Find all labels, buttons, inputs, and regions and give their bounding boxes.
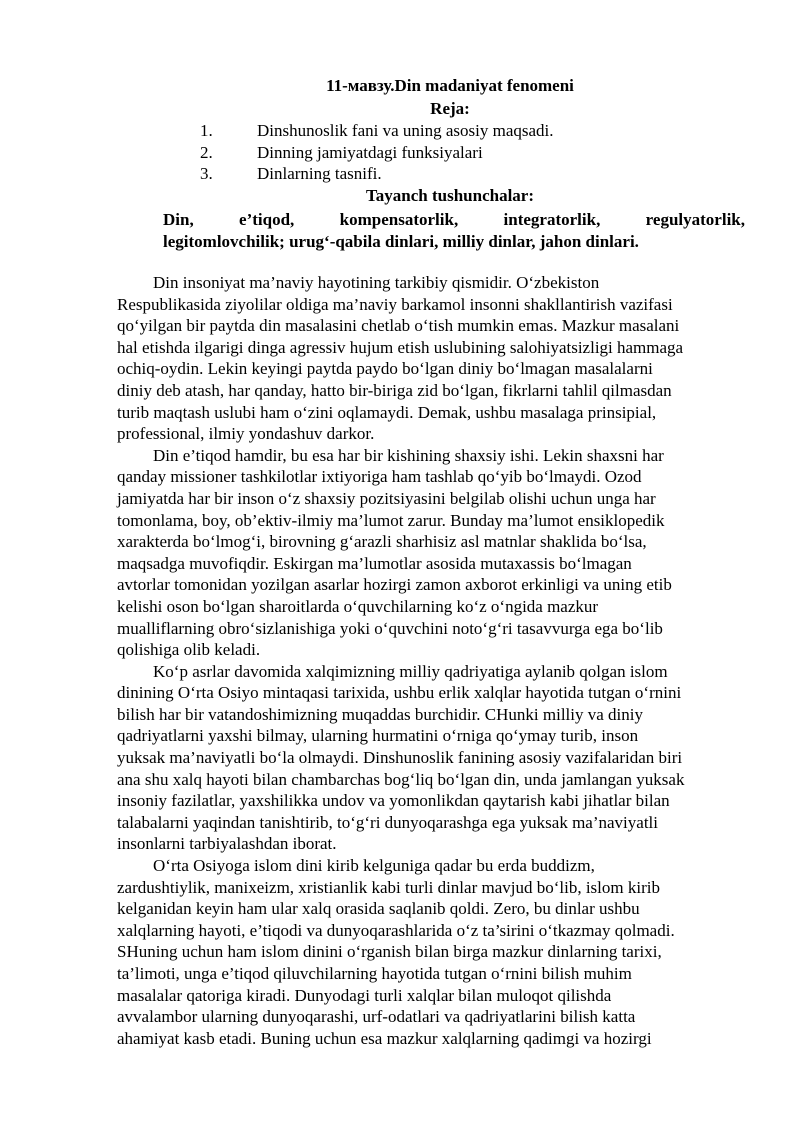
body-line: Respublikasida ziyolilar oldiga ma’naviy barkamol insonni shakllantirish vazifasi bbox=[117, 294, 673, 314]
body-line: hal etishda ilgarigi dinga agressiv hujum etish uslubining salohiyatsizligi hammaga bbox=[117, 337, 684, 357]
body-line: xarakterda bo‘lmog‘i, birovning g‘arazli sharhisiz asl matnlar shaklida bo‘lsa, bbox=[117, 532, 647, 552]
body-line: bilish har bir vatandoshimizning muqaddas burchidir. CHunki milliy va diniy bbox=[117, 704, 643, 724]
body-line: talabalarni yaqindan tanishtirib, to‘g‘ri dunyoqarashga ega yuksak ma’naviyatli bbox=[117, 812, 658, 832]
body-line: kelishi oson bo‘lgan sharoitlarda o‘quvchilarning ko‘z o‘ngida mazkur bbox=[117, 596, 599, 616]
body-line: mualliflarning obro‘sizlanishiga yoki o‘quvchini noto‘g‘ri tasavvurga ega bo‘lib bbox=[117, 618, 663, 638]
body-line: kelganidan keyin ham ular xalq orasida saqlanib qoldi. Zero, bu dinlar ushbu bbox=[117, 899, 640, 919]
body-line: avvalambor ularning dunyoqarashi, urf-odatlari va qadriyatlarini bilish katta bbox=[117, 1007, 636, 1027]
body-line: ahamiyat kasb etadi. Buning uchun esa mazkur xalqlarning qadimgi va hozirgi bbox=[117, 1028, 652, 1048]
body-line: dinining O‘rta Osiyo mintaqasi tarixida, ushbu erlik xalqlar hayotida tutgan o‘rnini bbox=[117, 683, 682, 703]
plan-item-number: 3. bbox=[200, 164, 213, 183]
document-title: 11-мавзу.Din madaniyat fenomeni bbox=[326, 76, 574, 95]
concepts-line: Din, e’tiqod, kompensatorlik, integratorlik, regulyatorlik, bbox=[163, 210, 745, 229]
body-line: qanday missioner tashkilotlar ixtiyoriga ham tashlab qo‘yib bo‘lmaydi. Ozod bbox=[117, 467, 642, 487]
body-line: SHuning uchun ham islom dinini o‘rganish bilan birga mazkur dinlarning tarixi, bbox=[117, 942, 662, 962]
body-line: qolishiga olib keladi. bbox=[117, 640, 261, 660]
body-line: insonlarni tarbiyalashdan iborat. bbox=[117, 834, 337, 854]
body-line: professional, ilmiy yondashuv darkor. bbox=[117, 424, 375, 444]
plan-item-number: 2. bbox=[200, 142, 213, 162]
concepts-line: legitomlovchilik; urug‘-qabila dinlari, milliy dinlar, jahon dinlari. bbox=[163, 232, 639, 251]
plan-item-text: Dinning jamiyatdagi funksiyalari bbox=[257, 142, 483, 162]
body-line: maqsadga muvofiqdir. Eskirgan ma’lumotlar asosida mutaxassis bo‘lmagan bbox=[117, 553, 632, 573]
body-line: turib maqtash uslubi ham o‘zini oqlamaydi. Demak, ushbu masalaga prinsipial, bbox=[117, 402, 657, 422]
body-line: O‘rta Osiyoga islom dini kirib kelguniga qadar bu erda buddizm, bbox=[153, 856, 595, 876]
body-line: masalalar qatoriga kiradi. Dunyodagi turli xalqlar bilan muloqot qilishda bbox=[117, 985, 612, 1005]
body-line: ana shu xalq hayoti bilan chambarchas bog‘liq bo‘lgan din, unda jamlangan yuksak bbox=[117, 769, 685, 789]
body-line: qadriyatlarni yaxshi bilmay, ularning hurmatini o‘rniga qo‘ymay turib, inson bbox=[117, 726, 639, 746]
body-line: qo‘yilgan bir paytda din masalasini chetlab o‘tish mumkin emas. Mazkur masalani bbox=[117, 316, 680, 336]
body-line: Din e’tiqod hamdir, bu esa har bir kishining shaxsiy ishi. Lekin shaxsni har bbox=[153, 445, 664, 465]
body-line: ochiq-oydin. Lekin keyingi paytda paydo bo‘lgan diniy bo‘lmagan masalalarni bbox=[117, 359, 653, 379]
body-line: zardushtiylik, manixeizm, xristianlik kabi turli dinlar mavjud bo‘lib, islom kirib bbox=[117, 877, 660, 897]
plan-item-text: Dinlarning tasnifi. bbox=[257, 164, 382, 183]
plan-heading: Reja: bbox=[430, 99, 470, 118]
body-line: Ko‘p asrlar davomida xalqimizning milliy qadriyatiga aylanib qolgan islom bbox=[153, 661, 668, 681]
body-line: diniy deb atash, har qanday, hatto bir-biriga zid bo‘lgan, fikrlarni tahlil qilmasdan bbox=[117, 380, 672, 400]
body-line: yuksak ma’naviyatli bo‘la olmaydi. Dinshunoslik fanining asosiy vazifalaridan biri bbox=[117, 748, 683, 768]
plan-item-text: Dinshunoslik fani va uning asosiy maqsadi. bbox=[257, 121, 554, 140]
plan-item-number: 1. bbox=[200, 121, 213, 140]
body-line: ta’limoti, unga e’tiqod qiluvchilarning hayotida tutgan o‘rnini bilish muhim bbox=[117, 964, 632, 983]
concepts-heading: Tayanch tushunchalar: bbox=[365, 186, 534, 205]
body-line: tomonlama, boy, ob’ektiv-ilmiy ma’lumot zarur. Bunday ma’lumot ensiklopedik bbox=[117, 510, 665, 530]
body-text bbox=[117, 272, 747, 1049]
body-line: Din insoniyat ma’naviy hayotining tarkibiy qismidir. O‘zbekiston bbox=[153, 273, 600, 292]
body-line: xalqlarning hayoti, e’tiqodi va dunyoqarashlarida o‘z ta’sirini o‘tkazmay qolmadi. bbox=[117, 920, 675, 940]
body-line: avtorlar tomonidan yozilgan asarlar hozirgi zamon axborot erkinligi va uning etib bbox=[117, 575, 672, 595]
body-line: jamiyatda har bir inson o‘z shaxsiy pozitsiyasini belgilab olishi uchun unga har bbox=[117, 488, 656, 508]
body-line: insoniy fazilatlar, yaxshilikka undov va yomonlikdan qaytarish kabi jihatlar bilan bbox=[117, 791, 670, 811]
